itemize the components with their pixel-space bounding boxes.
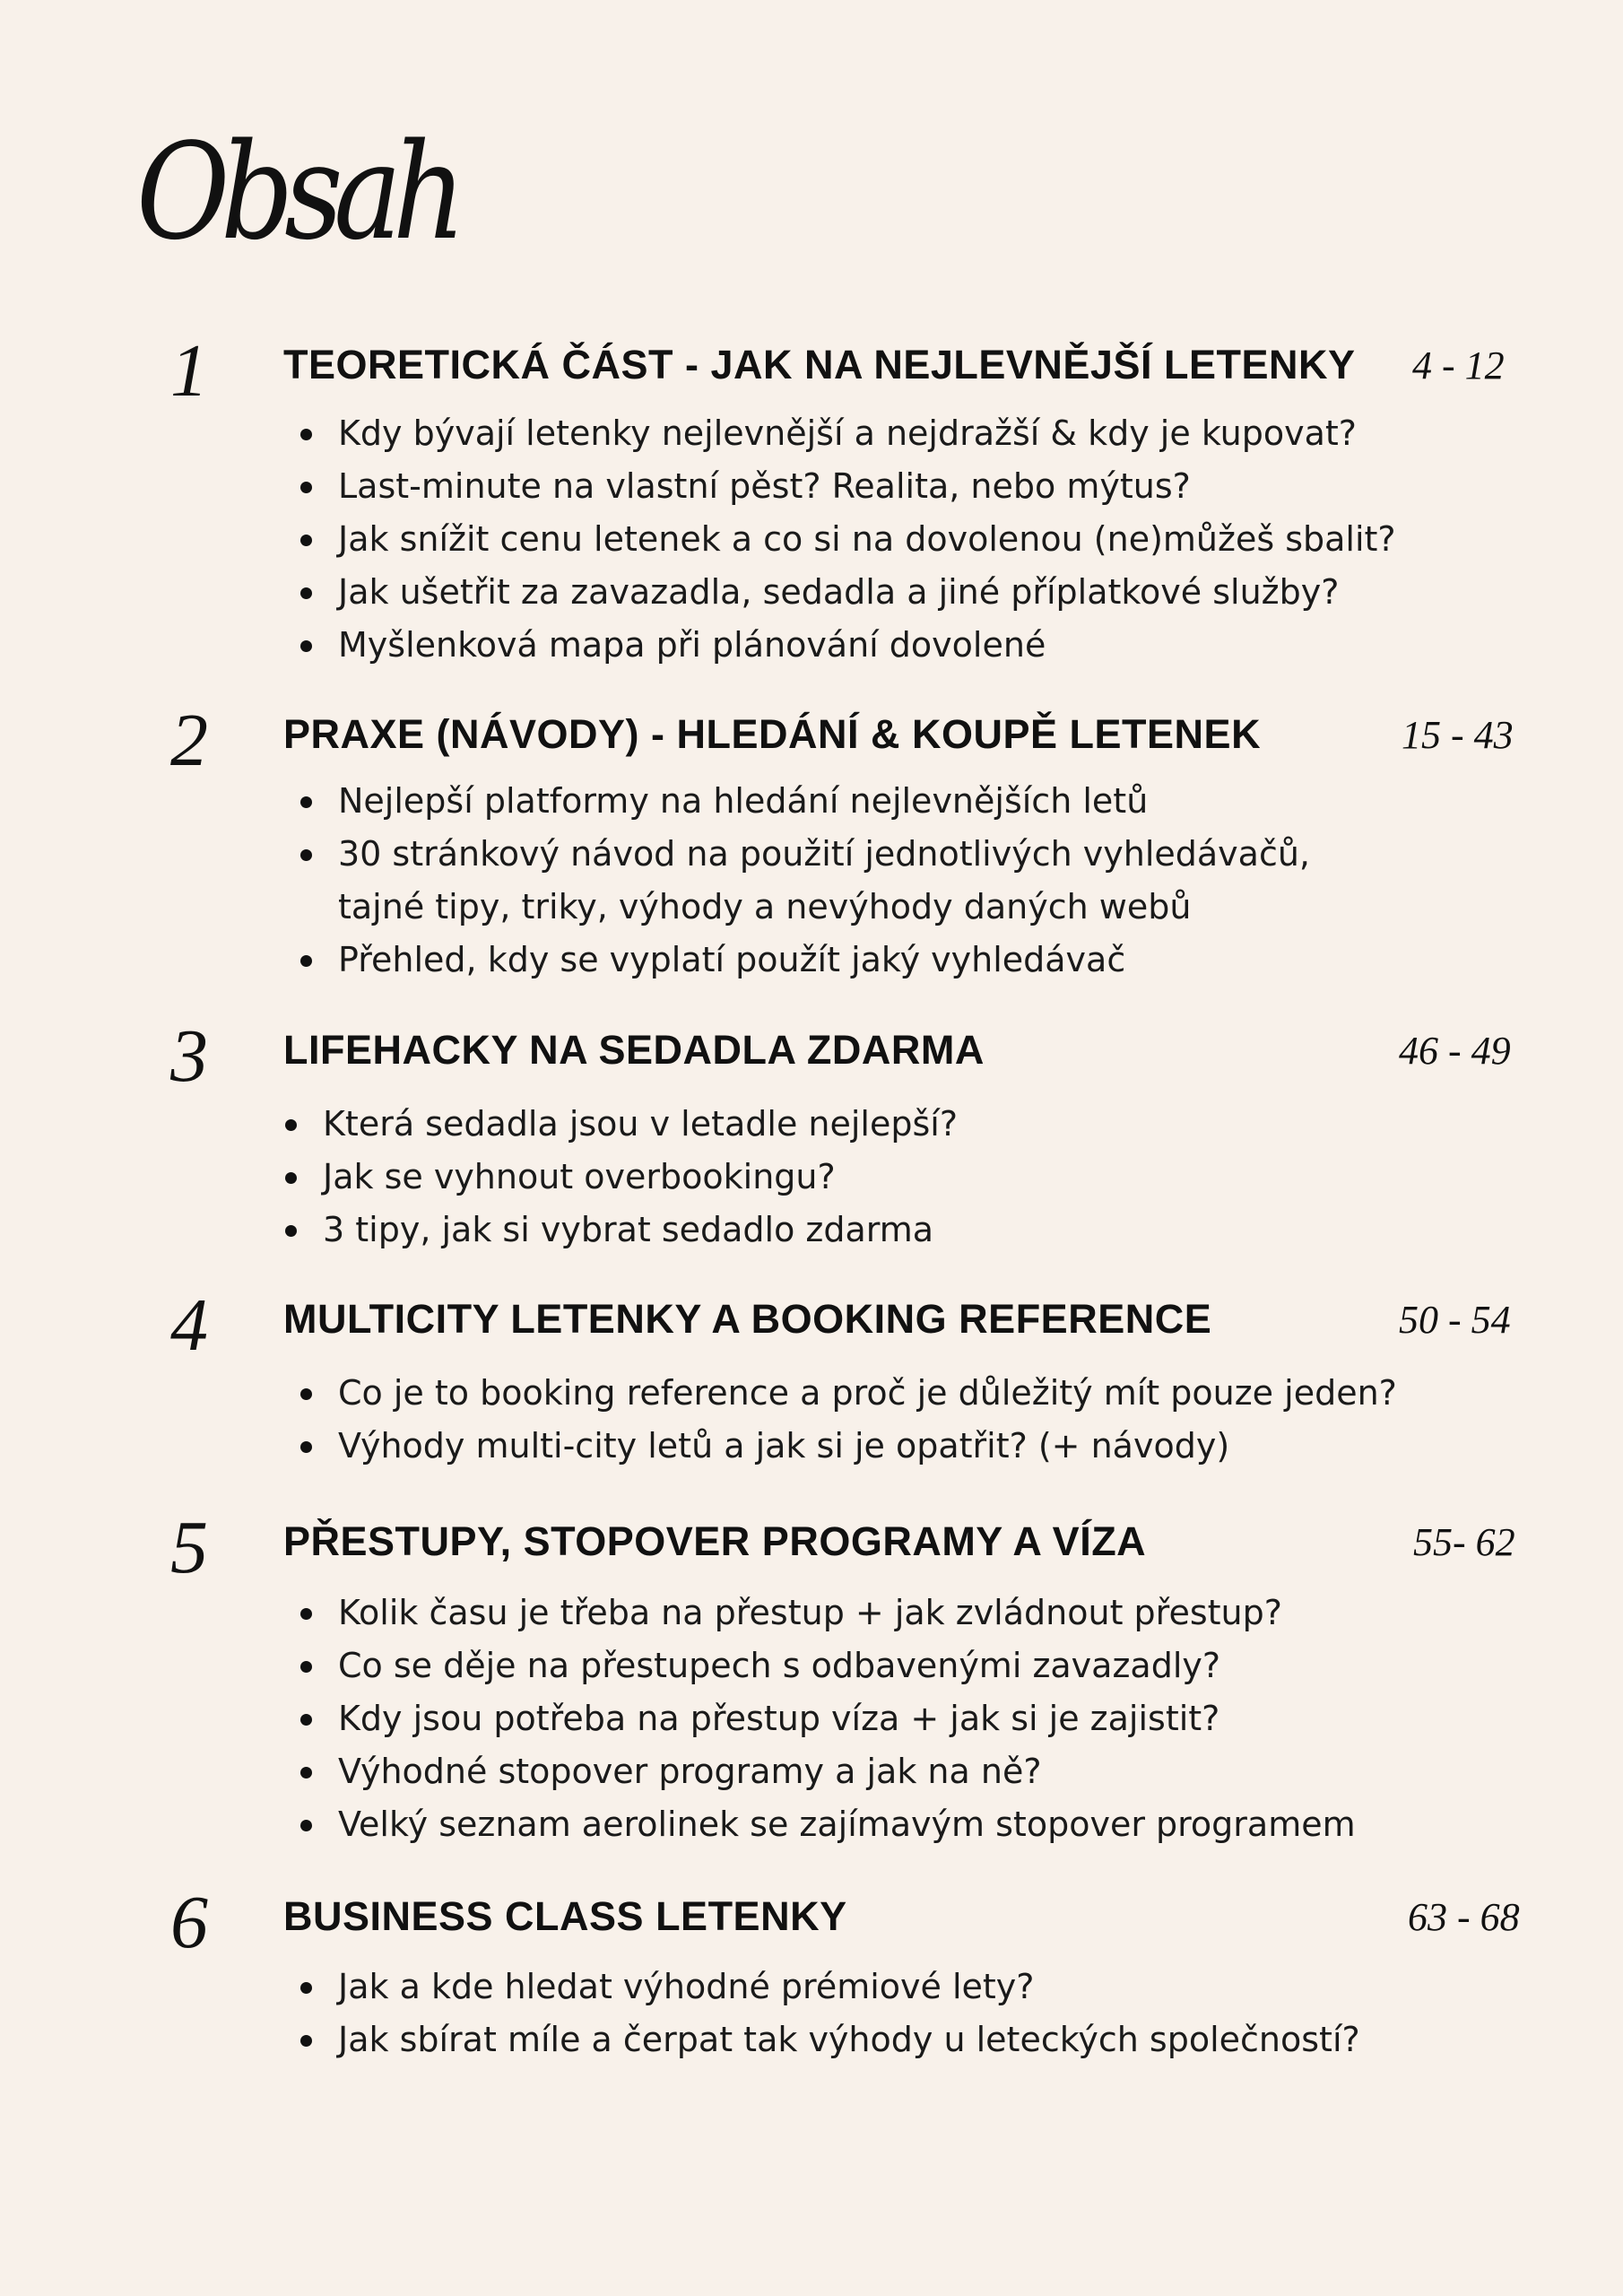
section-number: 4 [170,1283,208,1367]
list-item: Kdy jsou potřeba na přestup víza + jak si je zajistit? [298,1692,1356,1745]
section-bullet-list [298,1961,1360,2066]
section-number: 1 [170,329,208,413]
list-item [298,828,1310,934]
section-page-range: 55- 62 [1413,1520,1515,1564]
list-item: Nejlepší platformy na hledání nejlevnějších letů [298,775,1310,828]
section-page-range: 4 - 12 [1412,344,1505,387]
list-item: Jak sbírat míle a čerpat tak výhody u leteckých společností? [298,2013,1360,2066]
list-item: Last-minute na vlastní pěst? Realita, nebo mýtus? [298,460,1396,513]
list-item: Jak snížit cenu letenek a co si na dovolenou (ne)můžeš sbalit? [298,513,1396,566]
section-page-range: 63 - 68 [1408,1895,1520,1939]
list-item-line: 30 stránkový návod na použití jednotlivých vyhledávačů, [338,834,1311,874]
section-page-range: 15 - 43 [1402,713,1514,757]
section-number: 3 [170,1014,208,1098]
list-item: Jak ušetřit za zavazadla, sedadla a jiné příplatkové služby? [298,566,1396,619]
list-item: Jak a kde hledat výhodné prémiové lety? [298,1961,1360,2013]
section-title: MULTICITY LETENKY A BOOKING REFERENCE [283,1296,1212,1342]
page-title: Obsah [136,115,457,269]
list-item: Kdy bývají letenky nejlevnější a nejdražší & kdy je kupovat? [298,407,1396,460]
section-page-range: 50 - 54 [1399,1298,1511,1342]
list-item: Velký seznam aerolinek se zajímavým stopover programem [298,1798,1356,1851]
list-item: Přehled, kdy se vyplatí použít jaký vyhledávač [298,934,1310,987]
section-number: 6 [170,1881,208,1964]
list-item: Co se děje na přestupech s odbavenými zavazadly? [298,1639,1356,1692]
section-title: LIFEHACKY NA SEDADLA ZDARMA [283,1027,985,1073]
list-item: Výhody multi-city letů a jak si je opatřit? (+ návody) [298,1420,1397,1473]
section-title: TEORETICKÁ ČÁST - JAK NA NEJLEVNĚJŠÍ LETENKY [283,342,1356,387]
section-number: 5 [170,1506,208,1589]
section-bullet-list [298,1367,1397,1473]
list-item: Výhodné stopover programy a jak na ně? [298,1745,1356,1798]
section-bullet-list [298,775,1310,987]
list-item: Která sedadla jsou v letadle nejlepší? [282,1098,958,1151]
section-bullet-list [298,407,1396,672]
list-item: Co je to booking reference a proč je důležitý mít pouze jeden? [298,1367,1397,1420]
list-item: Jak se vyhnout overbookingu? [282,1151,958,1204]
section-page-range: 46 - 49 [1399,1029,1511,1073]
section-bullet-list [298,1587,1356,1851]
section-bullet-list [282,1098,958,1257]
list-item: Myšlenková mapa při plánování dovolené [298,619,1396,672]
section-title: BUSINESS CLASS LETENKY [283,1893,847,1939]
section-title: PŘESTUPY, STOPOVER PROGRAMY A VÍZA [283,1518,1147,1564]
list-item: Kolik času je třeba na přestup + jak zvládnout přestup? [298,1587,1356,1639]
list-item-line: tajné tipy, triky, výhody a nevýhody daných webů [338,887,1192,926]
section-number: 2 [170,699,208,782]
section-title: PRAXE (NÁVODY) - HLEDÁNÍ & KOUPĚ LETENEK [283,711,1262,757]
list-item: 3 tipy, jak si vybrat sedadlo zdarma [282,1204,958,1257]
